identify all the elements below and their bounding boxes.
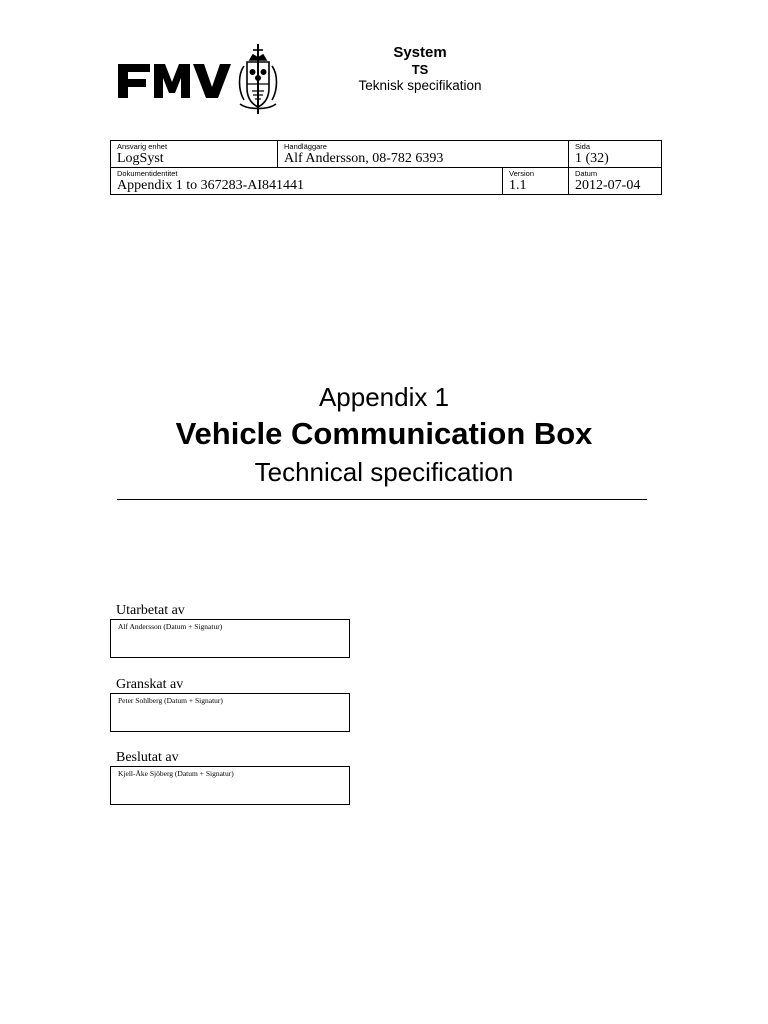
signature-block-beslutat [110, 750, 350, 805]
handlaggare-value: Alf Andersson, 08-782 6393 [284, 151, 444, 166]
system-header [320, 44, 520, 94]
ansvarig-enhet-label: Ansvarig enhet [117, 142, 168, 151]
handlaggare-cell [278, 141, 569, 168]
signature-block-granskat [110, 677, 350, 732]
metadata-row-2 [111, 168, 662, 195]
subtitle: Technical specification [254, 457, 514, 487]
signature-box-text: Kjell-Åke Sjöberg (Datum + Signatur) [118, 769, 234, 778]
document-metadata-table [110, 140, 662, 195]
version-value: 1.1 [509, 178, 527, 193]
signature-box [110, 766, 350, 805]
dokumentidentitet-label: Dokumentidentitet [117, 169, 178, 178]
signature-label: Beslutat av [116, 750, 179, 765]
document-type: Teknisk specifikation [358, 78, 482, 93]
signature-box [110, 693, 350, 732]
datum-label: Datum [575, 169, 598, 178]
main-title: Vehicle Communication Box [175, 416, 593, 451]
system-title: System [393, 44, 447, 61]
document-title-block [0, 379, 768, 491]
dokumentidentitet-cell [111, 168, 503, 195]
signature-block-utarbetat [110, 603, 350, 658]
handlaggare-label: Handläggare [284, 142, 327, 151]
version-label: Version [509, 169, 535, 178]
metadata-row-1 [111, 141, 662, 168]
crest-emblem [240, 44, 277, 114]
dokumentidentitet-value: Appendix 1 to 367283-AI841441 [117, 178, 305, 193]
datum-value: 2012-07-04 [575, 178, 641, 193]
ansvarig-enhet-value: LogSyst [117, 151, 164, 166]
fmv-logo [116, 44, 282, 116]
signature-label: Granskat av [116, 677, 184, 692]
svg-text:FMV: FMV [116, 44, 119, 45]
title-divider [117, 499, 647, 500]
signature-label: Utarbetat av [116, 603, 185, 618]
fmv-wordmark [118, 64, 231, 98]
datum-cell [569, 168, 662, 195]
appendix-title: Appendix 1 [318, 382, 450, 412]
sida-value: 1 (32) [575, 151, 609, 166]
signature-box [110, 619, 350, 658]
system-code: TS [411, 62, 429, 77]
sida-cell [569, 141, 662, 168]
signature-box-text: Peter Sohlberg (Datum + Signatur) [118, 696, 223, 705]
signature-box-text: Alf Andersson (Datum + Signatur) [118, 622, 223, 631]
ansvarig-enhet-cell [111, 141, 278, 168]
sida-label: Sida [575, 142, 591, 151]
version-cell [503, 168, 569, 195]
